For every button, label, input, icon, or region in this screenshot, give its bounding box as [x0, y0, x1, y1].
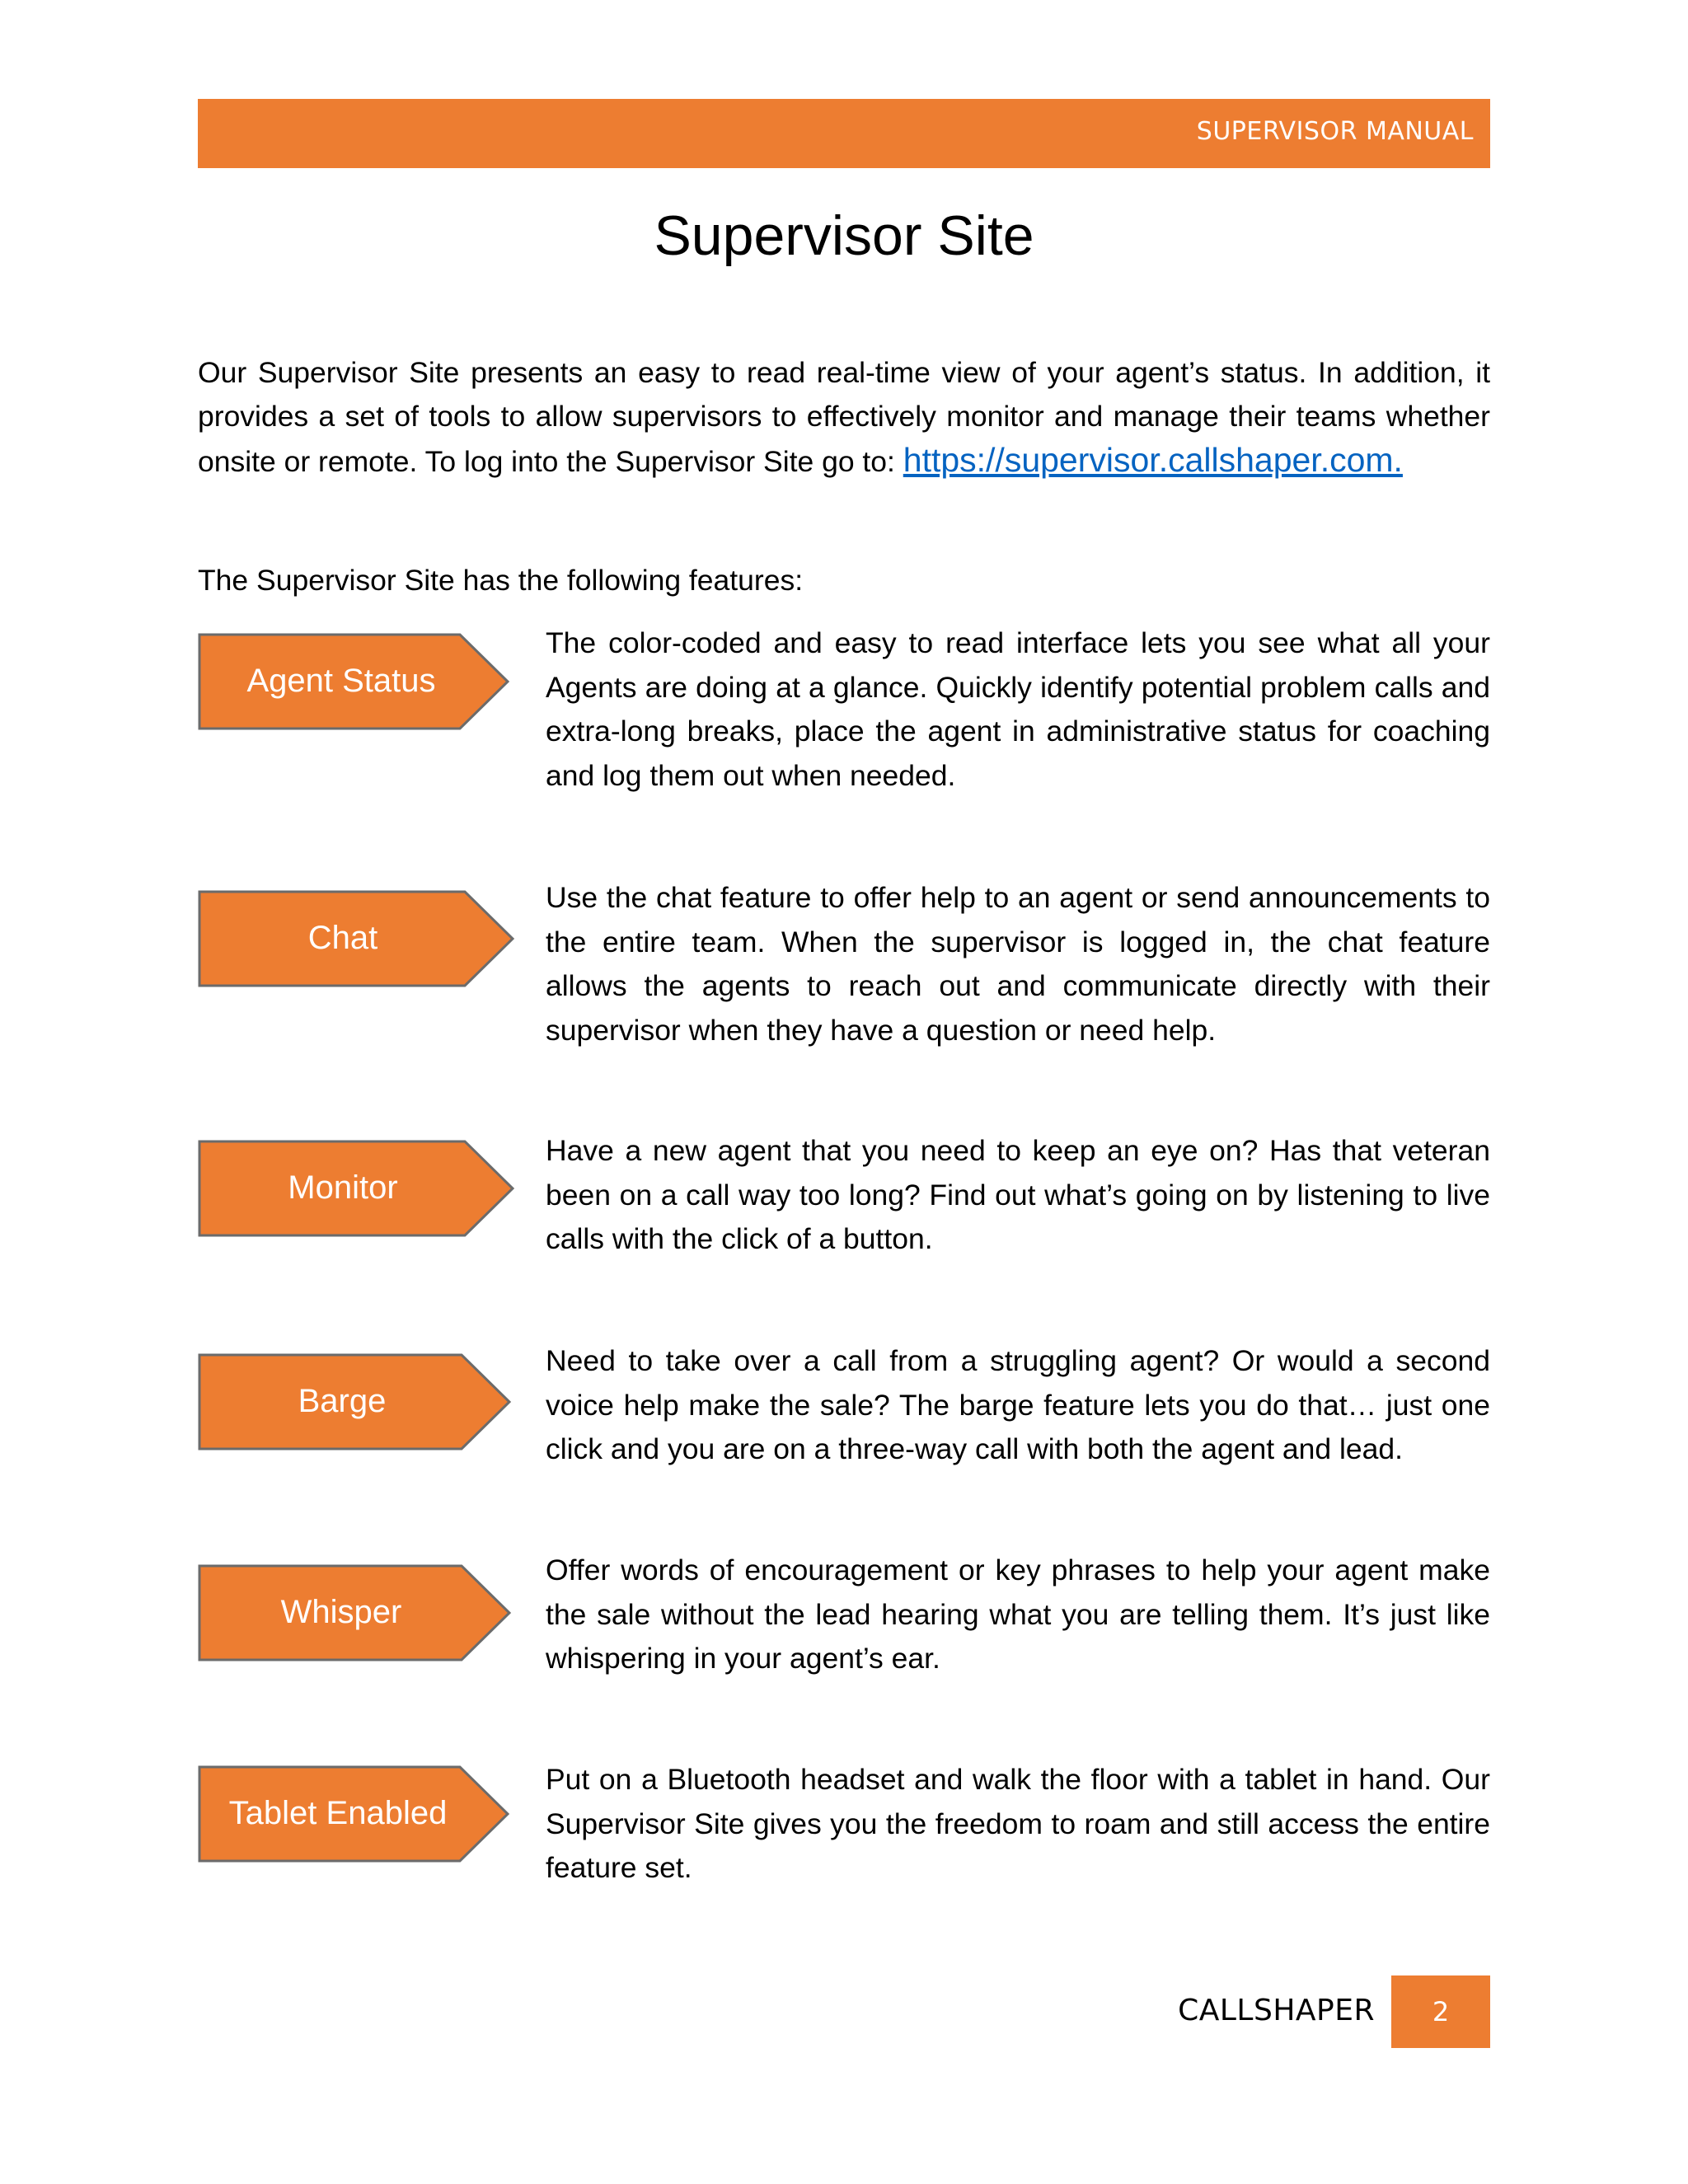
- feature-tag-whisper: [198, 1564, 513, 1663]
- feature-tag-label: Monitor: [288, 1169, 398, 1206]
- feature-tag-chat: [198, 890, 516, 989]
- features-label: The Supervisor Site has the following features:: [198, 564, 804, 597]
- feature-tag-label: Chat: [307, 920, 378, 956]
- feature-tag-tablet-enabled: [198, 1765, 511, 1864]
- header-label: SUPERVISOR MANUAL: [1196, 117, 1474, 146]
- feature-tag-label: Barge: [298, 1383, 387, 1419]
- intro-text: Our Supervisor Site presents an easy to read real-time view of your agent’s status. In addition, it provides a set of tools to allow supervisors to effectively monitor and manage their teams whether onsite or remote. To log into the Supervisor Site go to:: [198, 356, 1490, 478]
- feature-tag-agent-status: [198, 633, 511, 732]
- feature-description-barge: Need to take over a call from a struggling agent? Or would a second voice help make the sale? The barge feature lets you do that… just one click and you are on a three-way call with both the agent and lead.: [546, 1344, 1490, 1465]
- feature-tag-label: Agent Status: [246, 663, 436, 699]
- feature-tag-label: Whisper: [280, 1594, 402, 1630]
- feature-tag-monitor: [198, 1140, 516, 1239]
- page-number: 2: [1391, 1975, 1490, 2048]
- header-bar: [198, 99, 1490, 168]
- intro-paragraph: [198, 351, 1490, 484]
- page-title: Supervisor Site: [654, 204, 1034, 267]
- feature-description-chat: Use the chat feature to offer help to an agent or send announcements to the entire team. When the supervisor is logged in, the chat feature allows the agents to reach out and communicate directly with their supervisor when they have a question or need help.: [546, 881, 1490, 1047]
- footer-brand: CALLSHAPER: [1178, 1994, 1375, 2027]
- feature-description-whisper: Offer words of encouragement or key phrases to help your agent make the sale without the lead hearing what you are telling them. It’s just like whispering in your agent’s ear.: [546, 1554, 1490, 1675]
- feature-tag-label: Tablet Enabled: [228, 1795, 448, 1831]
- feature-description-monitor: Have a new agent that you need to keep an eye on? Has that veteran been on a call way too long? Find out what’s going on by listening to live calls with the click of a button.: [546, 1134, 1490, 1255]
- feature-description-agent-status: The color-coded and easy to read interface lets you see what all your Agents are doing at a glance. Quickly identify potential problem calls and extra-long breaks, place the agent in administrative status for coaching and log them out when needed.: [546, 626, 1490, 792]
- feature-description-tablet-enabled: Put on a Bluetooth headset and walk the floor with a tablet in hand. Our Supervisor Site gives you the freedom to roam and still access the entire feature set.: [546, 1763, 1490, 1884]
- supervisor-site-link[interactable]: https://supervisor.callshaper.com.: [903, 441, 1403, 479]
- feature-tag-barge: [198, 1353, 513, 1452]
